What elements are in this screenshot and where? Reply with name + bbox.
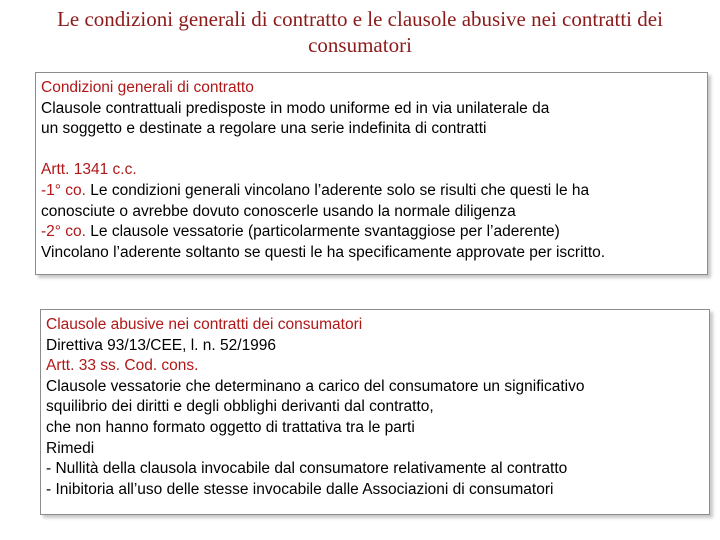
general-conditions-heading: Condizioni generali di contratto xyxy=(41,79,254,96)
body-line-2: squilibrio dei diritti e degli obblighi derivanti dal contratto, xyxy=(46,398,434,416)
directive-reference: Direttiva 93/13/CEE, l. n. 52/1996 xyxy=(46,336,277,354)
slide-title xyxy=(0,6,720,58)
slide-title-line-1: Le condizioni generali di contratto e le clausole abusive nei contratti dei xyxy=(57,7,663,31)
paragraph-2-text: Le clausole vessatorie (particolarmente svantaggiose per l’aderente) xyxy=(85,223,560,241)
consumer-code-reference: Artt. 33 ss. Cod. cons. xyxy=(46,357,199,375)
paragraph-2-continuation: Vincolano l’aderente soltanto se questi le ha specificamente approvate per iscritto. xyxy=(41,243,606,261)
spacer xyxy=(36,140,707,161)
remedy-item-1: - Nullità della clausola invocabile dal consumatore relativamente al contratto xyxy=(46,460,568,478)
abusive-clauses-heading: Clausole abusive nei contratti dei consumatori xyxy=(46,316,363,333)
definition-line-1: Clausole contrattuali predisposte in modo uniforme ed in via unilaterale da xyxy=(41,99,550,117)
body-line-3: che non hanno formato oggetto di trattativa tra le parti xyxy=(46,418,415,436)
general-conditions-box xyxy=(35,72,708,275)
definition-line-2: un soggetto e destinate a regolare una serie indefinita di contratti xyxy=(41,120,487,138)
paragraph-1-continuation: conosciute o avrebbe dovuto conoscerle usando la normale diligenza xyxy=(41,202,516,220)
abusive-clauses-box xyxy=(40,309,710,515)
article-1341-reference: Artt. 1341 c.c. xyxy=(41,161,137,179)
paragraph-1-prefix: -1° co. xyxy=(41,181,86,199)
body-line-1: Clausole vessatorie che determinano a carico del consumatore un significativo xyxy=(46,377,585,395)
remedies-label: Rimedi xyxy=(46,439,95,457)
paragraph-1-line xyxy=(36,181,707,202)
paragraph-2-line xyxy=(36,222,707,243)
slide-title-line-2: consumatori xyxy=(308,33,412,57)
paragraph-1-text: Le condizioni generali vincolano l’aderente solo se risulti che questi le ha xyxy=(85,181,590,199)
paragraph-2-prefix: -2° co. xyxy=(41,223,86,241)
remedy-item-2: - Inibitoria all’uso delle stesse invocabile dalle Associazioni di consumatori xyxy=(46,480,554,498)
